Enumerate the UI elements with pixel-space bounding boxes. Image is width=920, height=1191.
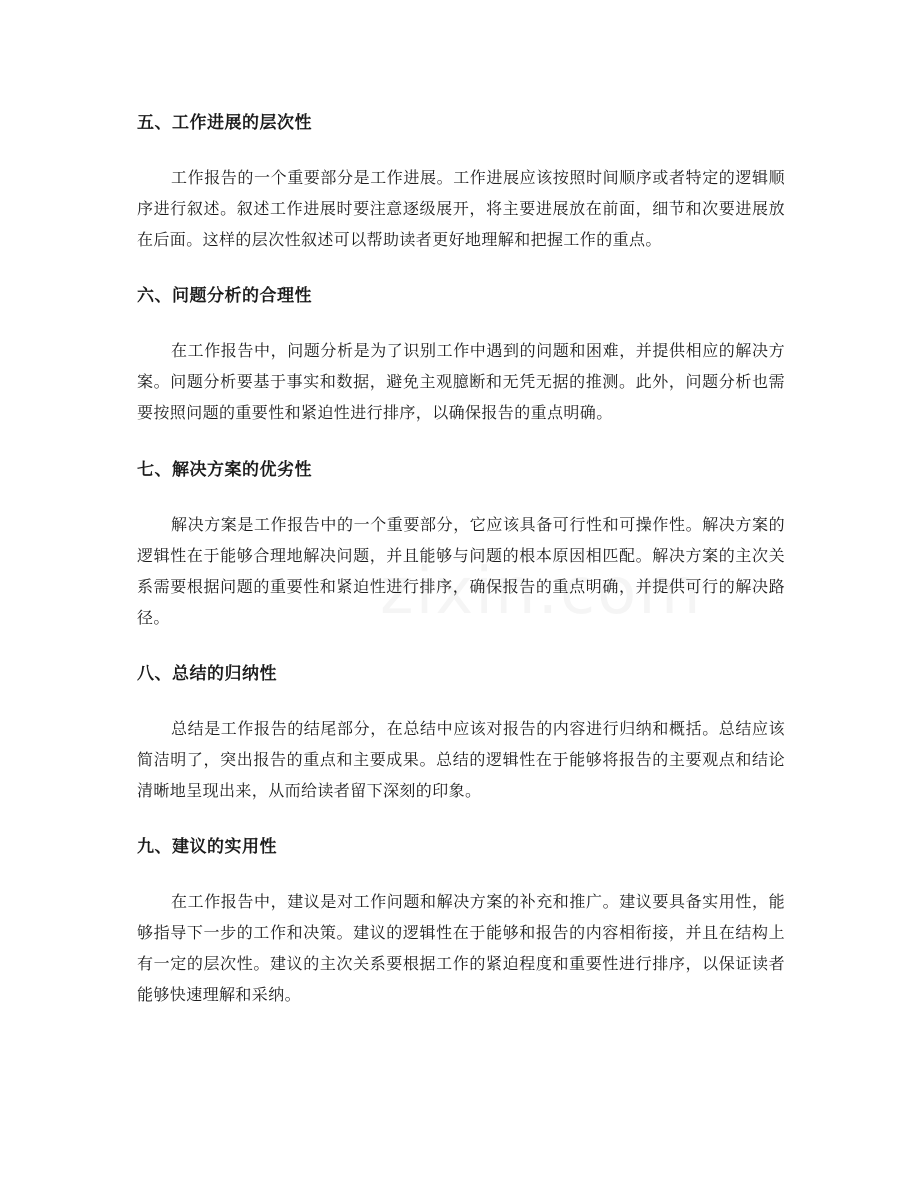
section-paragraph: 总结是工作报告的结尾部分，在总结中应该对报告的内容进行归纳和概括。总结应该简洁明了，突出报告的重点和主要成果。总结的逻辑性在于能够将报告的主要观点和结论清晰地呈现出来，从而给读者留下深刻的印象。 xyxy=(137,719,785,800)
section-heading: 七、解决方案的优劣性 xyxy=(137,460,312,480)
section-paragraph: 在工作报告中，建议是对工作问题和解决方案的补充和推广。建议要具备实用性，能够指导下一步的工作和决策。建议的逻辑性在于能够和报告的内容相衔接，并且在结构上有一定的层次性。建议的主次关系要根据工作的紧迫程度和重要性进行排序，以保证读者能够快速理解和采纳。 xyxy=(137,892,785,1004)
section-paragraph: 工作报告的一个重要部分是工作进展。工作进展应该按照时间顺序或者特定的逻辑顺序进行叙述。叙述工作进展时要注意逐级展开，将主要进展放在前面，细节和次要进展放在后面。这样的层次性叙述可以帮助读者更好地理解和把握工作的重点。 xyxy=(137,168,785,249)
section-suggestions xyxy=(0,832,920,1010)
section-paragraph: 解决方案是工作报告中的一个重要部分，它应该具备可行性和可操作性。解决方案的逻辑性在于能够合理地解决问题，并且能够与问题的根本原因相匹配。解决方案的主次关系需要根据问题的重要性和紧迫性进行排序，确保报告的重点明确，并提供可行的解决路径。 xyxy=(137,515,785,627)
section-paragraph: 在工作报告中，问题分析是为了识别工作中遇到的问题和困难，并提供相应的解决方案。问题分析要基于事实和数据，避免主观臆断和无凭无据的推测。此外，问题分析也需要按照问题的重要性和紧迫性进行排序，以确保报告的重点明确。 xyxy=(137,341,785,422)
section-heading: 九、建议的实用性 xyxy=(137,837,277,857)
section-heading: 五、工作进展的层次性 xyxy=(137,113,312,133)
section-heading: 六、问题分析的合理性 xyxy=(137,286,312,306)
section-heading: 八、总结的归纳性 xyxy=(137,664,277,684)
section-work-progress xyxy=(0,108,920,255)
section-solutions xyxy=(0,455,920,633)
section-summary xyxy=(0,659,920,806)
section-problem-analysis xyxy=(0,281,920,428)
